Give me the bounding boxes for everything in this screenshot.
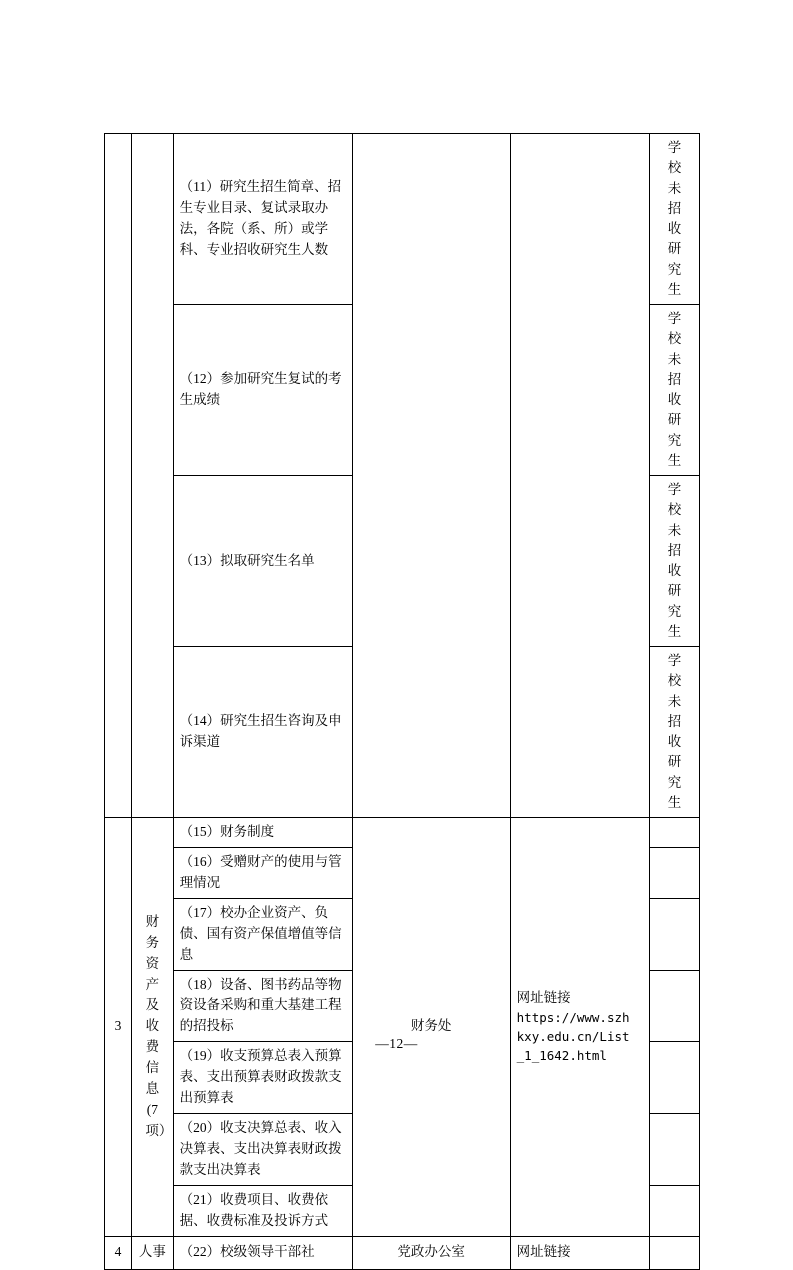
remark-cell — [650, 134, 700, 305]
item-cell: （20）收支决算总表、收入决算表、支出决算表财政拨款支出决算表 — [173, 1114, 352, 1186]
remark-text: 学校未招收研究生 — [667, 311, 682, 468]
remark-cell — [650, 1236, 700, 1269]
remark-cell — [650, 476, 700, 647]
department-cell — [352, 134, 510, 818]
remark-text: 学校未招收研究生 — [667, 140, 682, 297]
item-cell: （21）收费项目、收费依据、收费标准及投诉方式 — [173, 1185, 352, 1236]
department-cell: 党政办公室 — [352, 1236, 510, 1269]
remark-cell — [650, 1042, 700, 1114]
remark-cell — [650, 970, 700, 1042]
item-cell: （14）研究生招生咨询及申诉渠道 — [173, 647, 352, 818]
table-row — [105, 1236, 700, 1269]
category-cell: 人事 — [132, 1236, 174, 1269]
link-url-line3: _1_1642.html — [516, 1047, 607, 1063]
item-cell: （15）财务制度 — [173, 818, 352, 848]
link-cell: 网址链接 — [510, 1236, 649, 1269]
category-cell — [132, 818, 174, 1237]
information-disclosure-table — [104, 133, 700, 1270]
row-number-cell — [105, 134, 132, 818]
remark-cell — [650, 1185, 700, 1236]
remark-text: 学校未招收研究生 — [667, 482, 682, 639]
remark-cell — [650, 647, 700, 818]
link-url-line1: https://www.szh — [516, 1010, 630, 1026]
table-row — [105, 818, 700, 848]
remark-cell — [650, 818, 700, 848]
remark-cell — [650, 305, 700, 476]
remark-cell — [650, 1114, 700, 1186]
remark-cell — [650, 898, 700, 970]
page-number: —12— — [375, 1036, 418, 1051]
table-row — [105, 134, 700, 305]
link-label: 网址链接 — [516, 990, 571, 1006]
department-cell: 财务处 — [352, 818, 510, 1237]
link-cell — [510, 134, 649, 818]
item-cell: （16）受赠财产的使用与管理情况 — [173, 847, 352, 898]
link-url-line2: kxy.edu.cn/List — [516, 1028, 630, 1044]
remark-cell — [650, 847, 700, 898]
row-number-cell: 4 — [105, 1236, 132, 1269]
item-cell: （17）校办企业资产、负债、国有资产保值增值等信息 — [173, 898, 352, 970]
item-cell: （22）校级领导干部社 — [173, 1236, 352, 1269]
item-cell: （13）拟取研究生名单 — [173, 476, 352, 647]
item-cell: （11）研究生招生简章、招生专业目录、复试录取办法，各院（系、所）或学科、专业招收研究生人数 — [173, 134, 352, 305]
item-cell: （18）设备、图书药品等物资设备采购和重大基建工程的招投标 — [173, 970, 352, 1042]
row-number-cell: 3 — [105, 818, 132, 1237]
category-text: 财务资产及收费信息(7项） — [145, 913, 173, 1138]
item-cell: （19）收支预算总表入预算表、支出预算表财政拨款支出预算表 — [173, 1042, 352, 1114]
remark-text: 学校未招收研究生 — [667, 653, 682, 810]
category-cell — [132, 134, 174, 818]
link-cell — [510, 818, 649, 1237]
item-cell: （12）参加研究生复试的考生成绩 — [173, 305, 352, 476]
